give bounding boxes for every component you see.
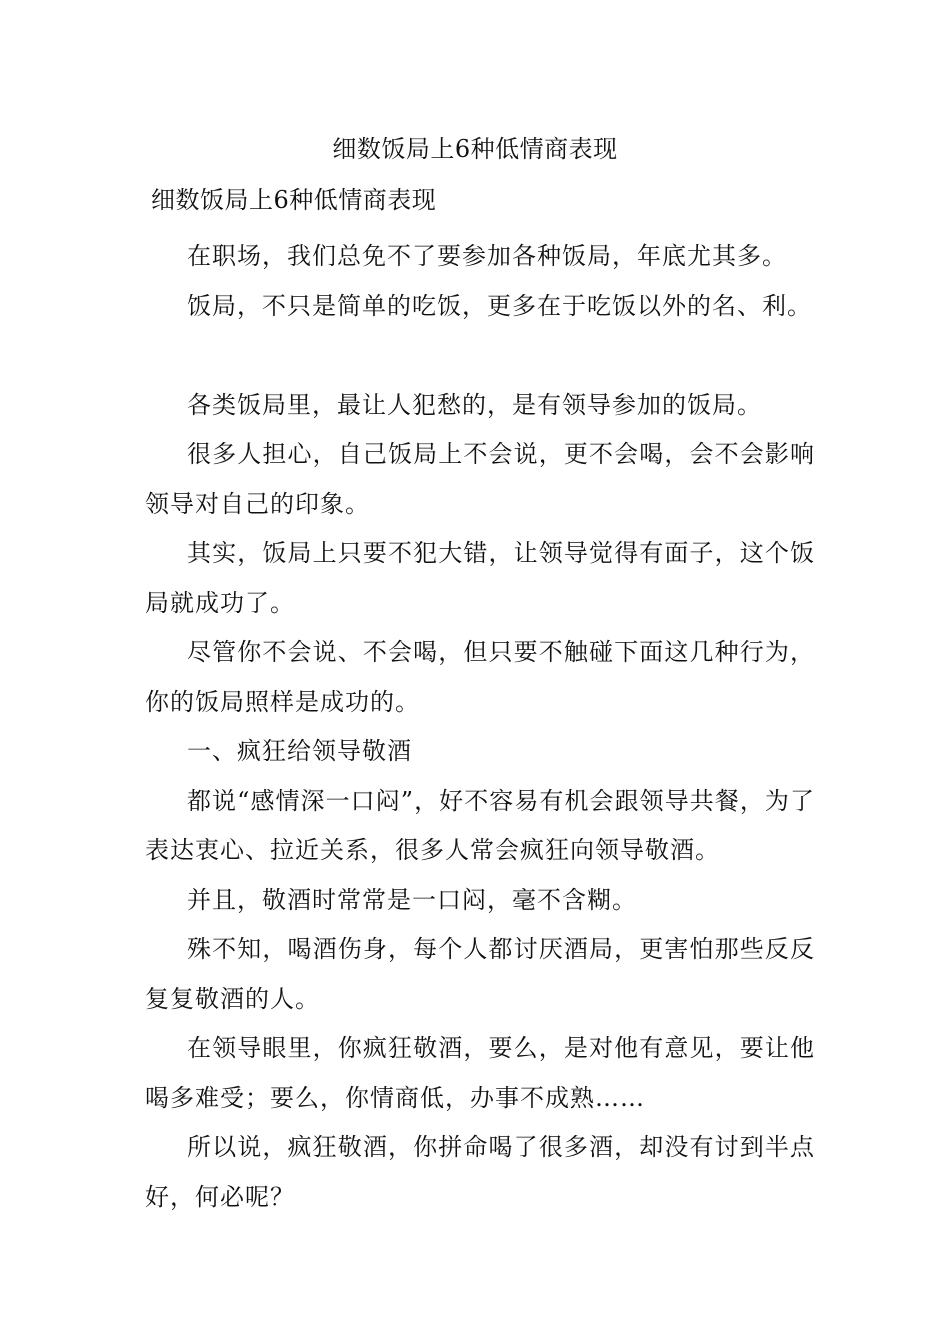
- blank-line: [145, 331, 815, 381]
- paragraph: 尽管你不会说、不会喝，但只要不触碰下面这几种行为，你的饭局照样是成功的。: [145, 638, 815, 716]
- paragraph: 在领导眼里，你疯狂敬酒，要么，是对他有意见，要让他喝多难受；要么，你情商低，办事不成熟……: [145, 1034, 815, 1112]
- paragraph: 并且，敬酒时常常是一口闷，毫不含糊。: [187, 885, 637, 914]
- section-heading: 一、疯狂给领导敬酒: [187, 737, 412, 765]
- paragraph: 所以说，疯狂敬酒，你拼命喝了很多酒，却没有讨到半点好，何必呢？: [145, 1133, 815, 1211]
- document-subtitle: 细数饭局上6种低情商表现: [151, 186, 437, 214]
- paragraph: 饭局，不只是简单的吃饭，更多在于吃饭以外的名、利。: [187, 291, 812, 320]
- document-body: [145, 232, 815, 1222]
- paragraph: 各类饭局里，最让人犯愁的，是有领导参加的饭局。: [187, 390, 762, 419]
- paragraph: 在职场，我们总免不了要参加各种饭局，年底尤其多。: [187, 242, 787, 270]
- paragraph: 殊不知，喝酒伤身，每个人都讨厌酒局，更害怕那些反反复复敬酒的人。: [145, 935, 815, 1013]
- paragraph: 很多人担心，自己饭局上不会说，更不会喝，会不会影响领导对自己的印象。: [145, 440, 815, 518]
- paragraph: 其实，饭局上只要不犯大错，让领导觉得有面子，这个饭局就成功了。: [145, 539, 815, 617]
- paragraph: 都说“感情深一口闷”，好不容易有机会跟领导共餐，为了表达衷心、拉近关系，很多人常会疯狂向领导敬酒。: [145, 786, 815, 864]
- document-title: 细数饭局上6种低情商表现: [332, 135, 618, 163]
